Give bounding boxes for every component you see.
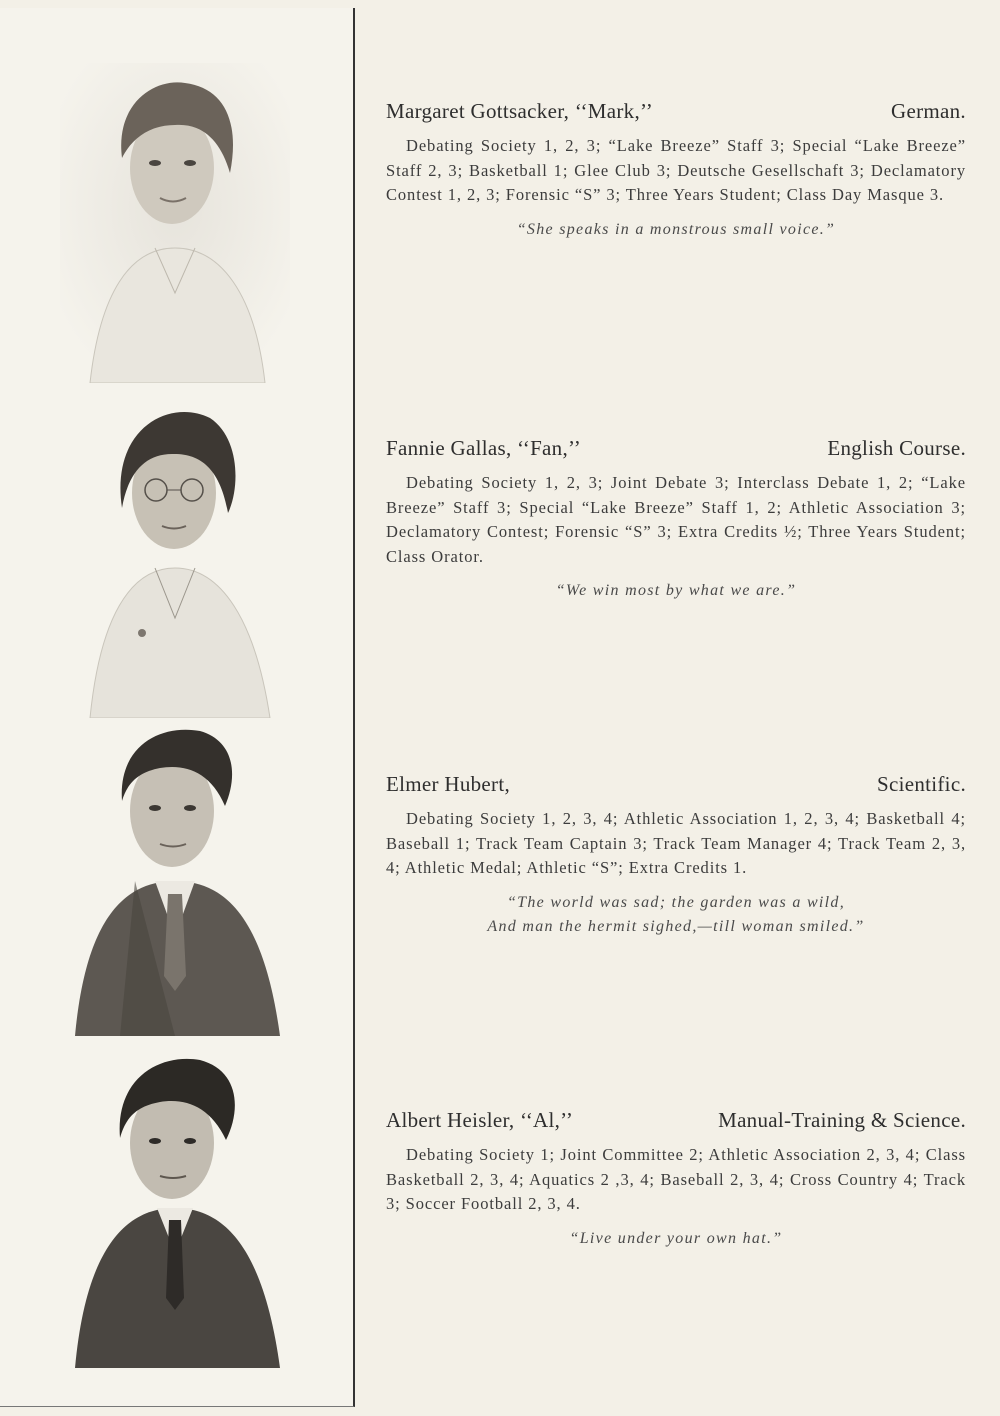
student-quote bbox=[386, 579, 966, 603]
quote-line: “She speaks in a monstrous small voice.” bbox=[516, 220, 836, 238]
student-record: Debating Society 1; Joint Committee 2; Athletic Association 2, 3, 4; Class Basketball 2, 3, 4; Aquatics 2 ,3, 4; Baseball 2, 3, 4; Cross Country 4; Track 3; Soccer Football 2, 3, 4. bbox=[386, 1145, 966, 1213]
student-entry bbox=[386, 772, 966, 939]
portrait-column bbox=[0, 8, 355, 1407]
student-record: Debating Society 1, 2, 3; “Lake Breeze” Staff 3; Special “Lake Breeze” Staff 2, 3; Basketball 1; Glee Club 3; Deutsche Gesellschaft 3; Declamatory Contest 1, 2, 3; Forensic “S” 3; Three Years Student; Class Day Masque 3. bbox=[386, 136, 966, 204]
entry-header bbox=[386, 1108, 966, 1133]
student-course: English Course. bbox=[827, 436, 966, 460]
student-record: Debating Society 1, 2, 3; Joint Debate 3; Interclass Debate 1, 2; “Lake Breeze” Staff 3; Special “Lake Breeze” Staff 1, 2; Athletic Association 3; Declamatory Contest; Forensic “S” 3; Extra Credits ½; Three Years Student; Class Orator. bbox=[386, 473, 966, 566]
student-name: Fannie Gallas, ‘‘Fan,’’ bbox=[386, 436, 582, 460]
portrait-fannie-gallas bbox=[60, 398, 290, 718]
student-entry bbox=[386, 99, 966, 242]
student-entry bbox=[386, 1108, 966, 1251]
student-name: Elmer Hubert, bbox=[386, 772, 511, 796]
entry-header bbox=[386, 99, 966, 124]
quote-line: “We win most by what we are.” bbox=[555, 582, 797, 599]
quote-line: “The world was sad; the garden was a wild, bbox=[506, 893, 846, 911]
student-entry bbox=[386, 436, 966, 603]
quote-line: “Live under your own hat.” bbox=[569, 1229, 783, 1247]
portrait-margaret-gottsacker bbox=[60, 63, 290, 383]
student-course: German. bbox=[891, 99, 966, 123]
student-quote bbox=[386, 1227, 966, 1251]
portrait-elmer-hubert bbox=[60, 716, 290, 1036]
student-course: Scientific. bbox=[876, 772, 966, 796]
quote-line: And man the hermit sighed,—till woman smiled.” bbox=[487, 917, 865, 935]
student-course: Manual-Training & Science. bbox=[718, 1108, 966, 1132]
student-quote bbox=[386, 891, 966, 939]
entry-header bbox=[386, 772, 966, 797]
student-quote bbox=[386, 218, 966, 242]
portrait-albert-heisler bbox=[60, 1048, 290, 1368]
student-record: Debating Society 1, 2, 3, 4; Athletic Association 1, 2, 3, 4; Basketball 4; Baseball 1; Track Team Captain 3; Track Team Manager 4; Track Team 2, 3, 4; Athletic Medal; Athletic “S”; Extra Credits 1. bbox=[386, 809, 966, 877]
student-name: Margaret Gottsacker, ‘‘Mark,’’ bbox=[386, 99, 654, 123]
student-name: Albert Heisler, ‘‘Al,’’ bbox=[386, 1108, 574, 1132]
entry-header bbox=[386, 436, 966, 461]
